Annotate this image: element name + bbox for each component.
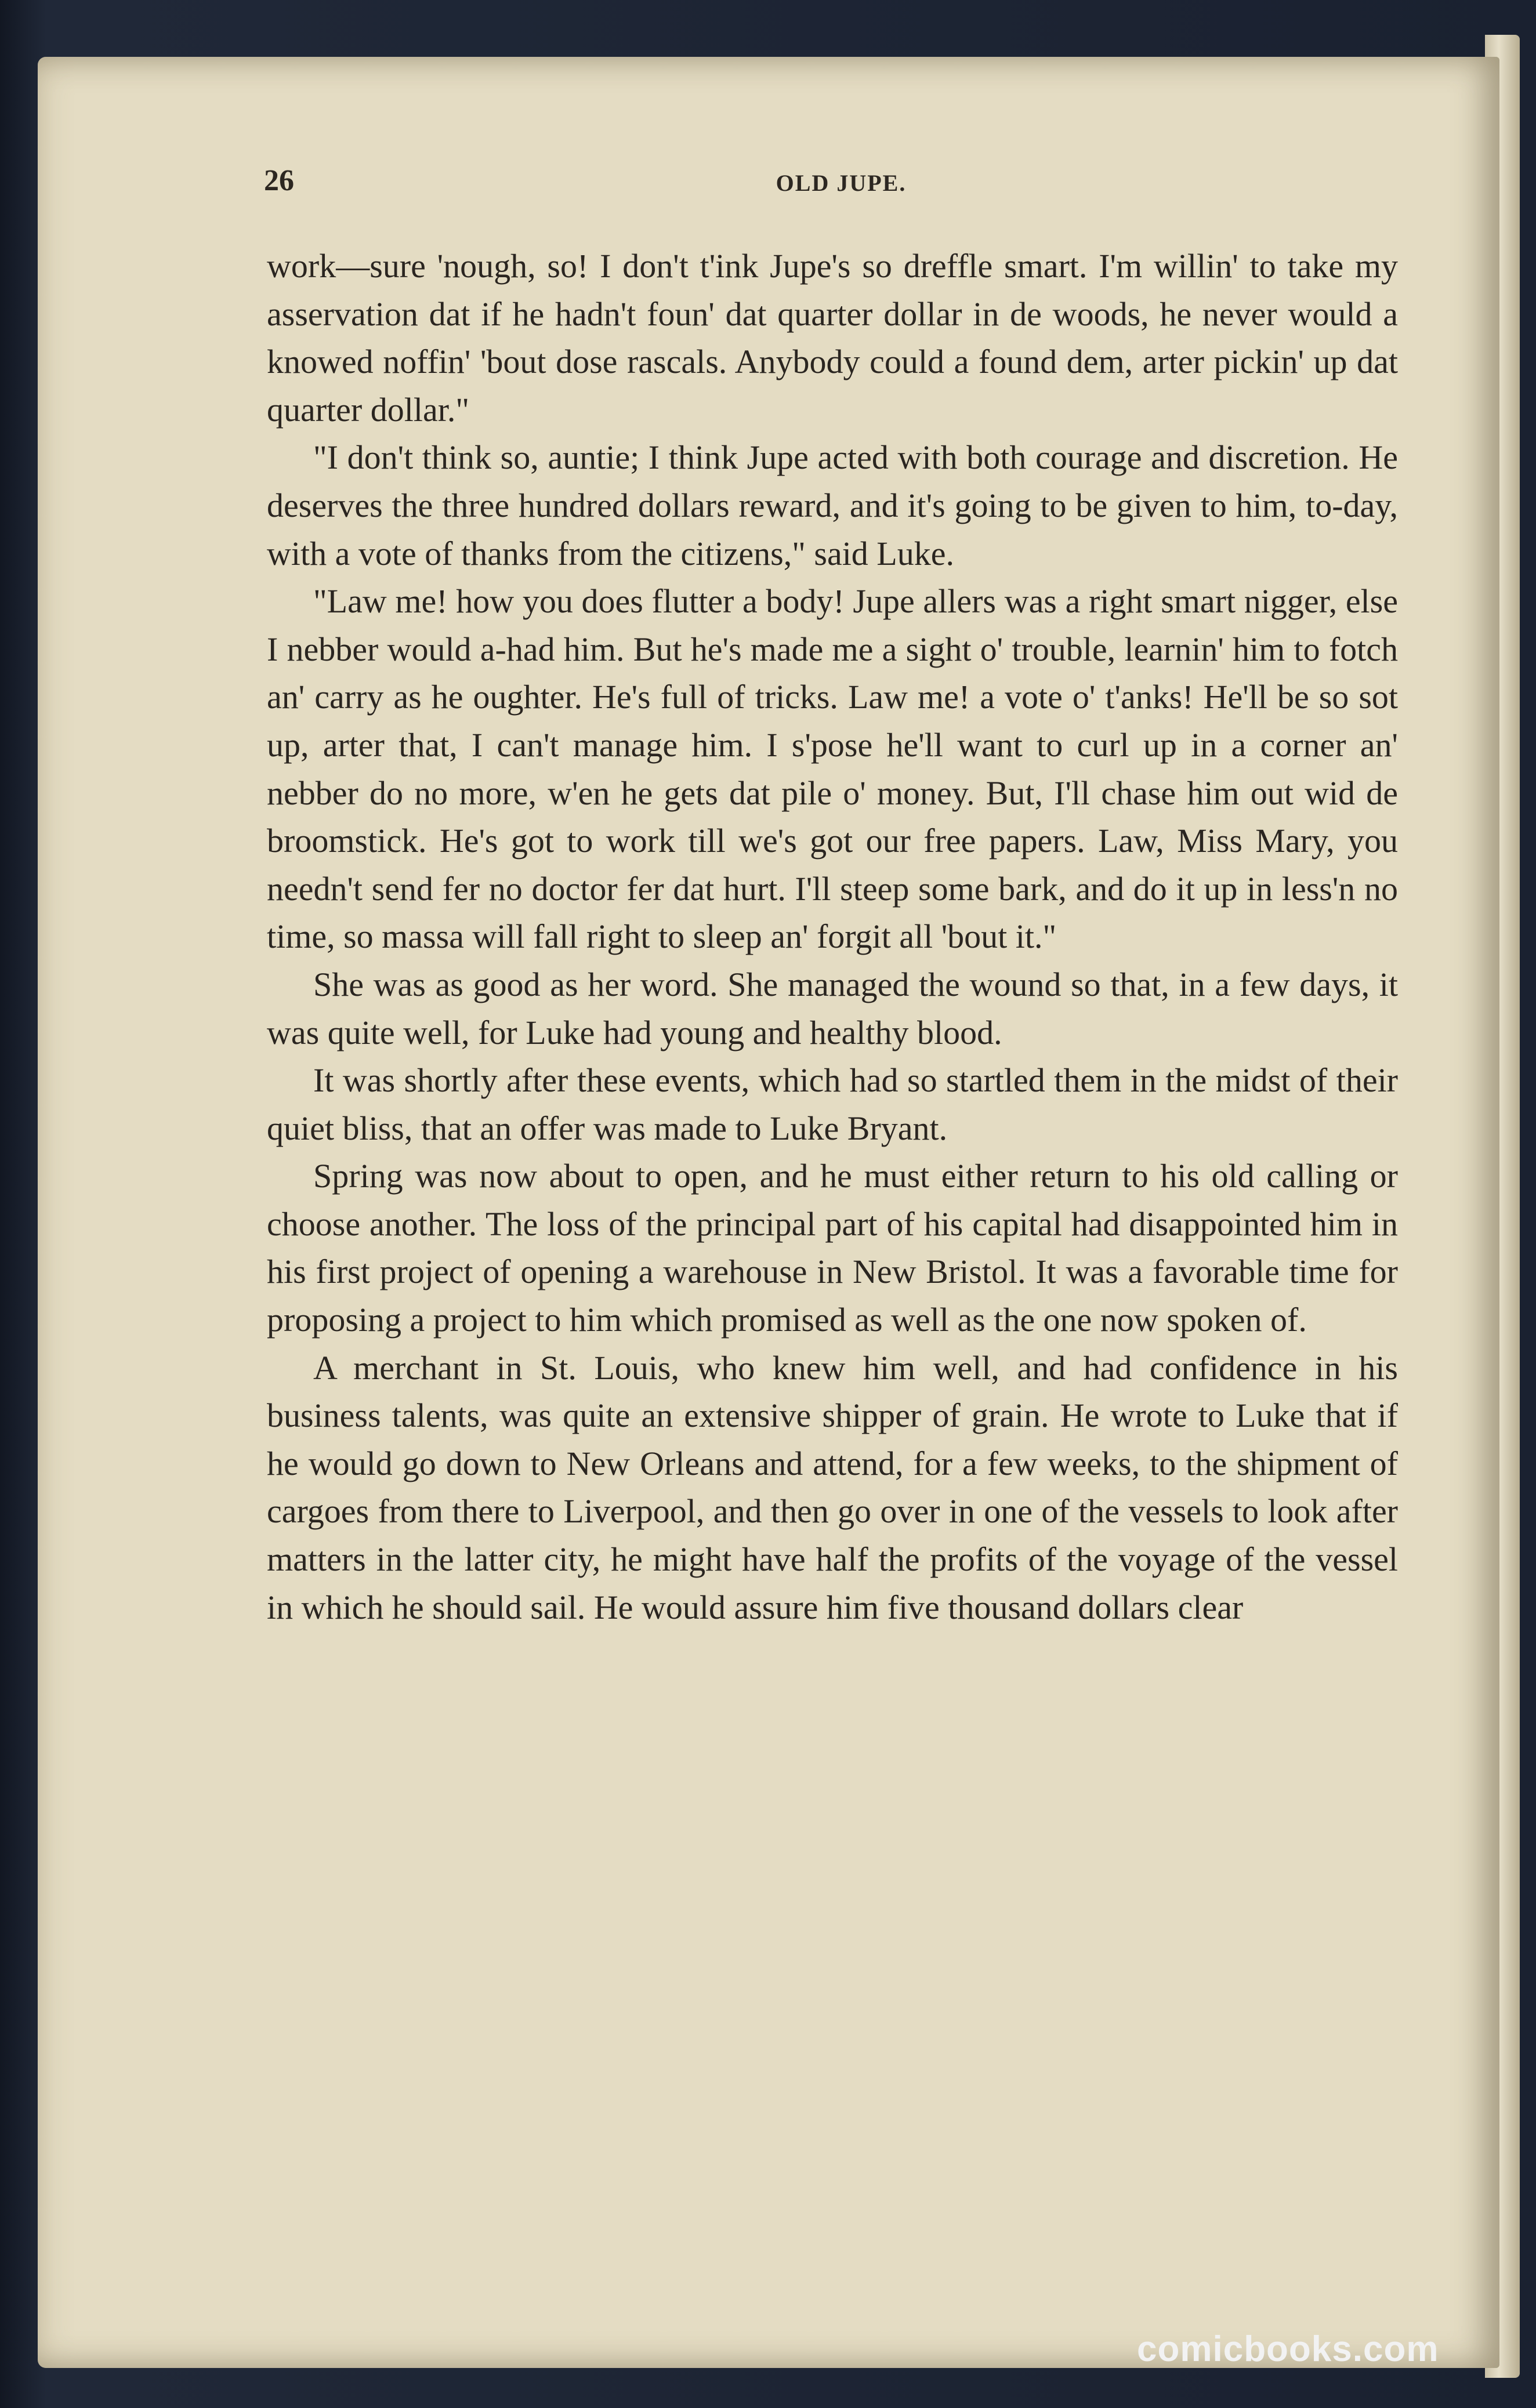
paragraph: She was as good as her word. She managed the wound so that, in a few days, it was quite well, for Luke had young and healthy blood.: [267, 965, 1398, 1051]
running-title: OLD JUPE.: [776, 170, 907, 196]
paragraph: work—sure 'nough, so! I don't t'ink Jupe's so dreffle smart. I'm willin' to take my asservation dat if he hadn't foun' dat quarter dollar in de woods, he never would a knowed noffin' 'bout dose rascals. Anybody could a found dem, arter pickin' up dat quarter dollar.": [267, 247, 1398, 429]
paragraph: Spring was now about to open, and he must either return to his old calling or choose another. The loss of the principal part of his capital had disappointed him in his first project of opening a warehouse in New Bristol. It was a favorable time for proposing a project to him which promised as well as the one now spoken of.: [267, 1157, 1398, 1339]
page-header: [264, 164, 1418, 204]
paragraph: "I don't think so, auntie; I think Jupe acted with both courage and discretion. He deserves the three hundred dollars reward, and it's going to be given to him, to-day, with a vote of thanks from the citizens," said Luke.: [267, 438, 1398, 572]
paragraph: It was shortly after these events, which had so startled them in the midst of their quiet bliss, that an offer was made to Luke Bryant.: [267, 1061, 1398, 1147]
paragraph: "Law me! how you does flutter a body! Jupe allers was a right smart nigger, else I nebber would a-had him. But he's made me a sight o' trouble, learnin' him to fotch an' carry as he oughter. He's full of tricks. Law me! a vote o' t'anks! He'll be so sot up, arter that, I can't manage him. I s'pose he'll want to curl up in a corner an' nebber do no more, w'en he gets dat pile o' money. But, I'll chase him out wid de broomstick. He's got to work till we's got our free papers. Law, Miss Mary, you needn't send fer no doctor fer dat hurt. I'll steep some bark, and do it up in less'n no time, so massa will fall right to sleep an' forgit all 'bout it.": [267, 582, 1398, 956]
watermark: comicbooks.com: [1137, 2329, 1439, 2369]
page-number: 26: [264, 164, 294, 197]
paragraph: A merchant in St. Louis, who knew him well, and had confidence in his business talents, was quite an extensive shipper of grain. He wrote to Luke that if he would go down to New Orleans and attend, for a few weeks, to the shipment of cargoes from there to Liverpool, and then go over in one of the vessels to look after matters in the latter city, he might have half the profits of the voyage of the vessel in which he should sail. He would assure him five thousand dollars clear: [267, 1348, 1398, 1626]
body-text: [267, 242, 1398, 1631]
